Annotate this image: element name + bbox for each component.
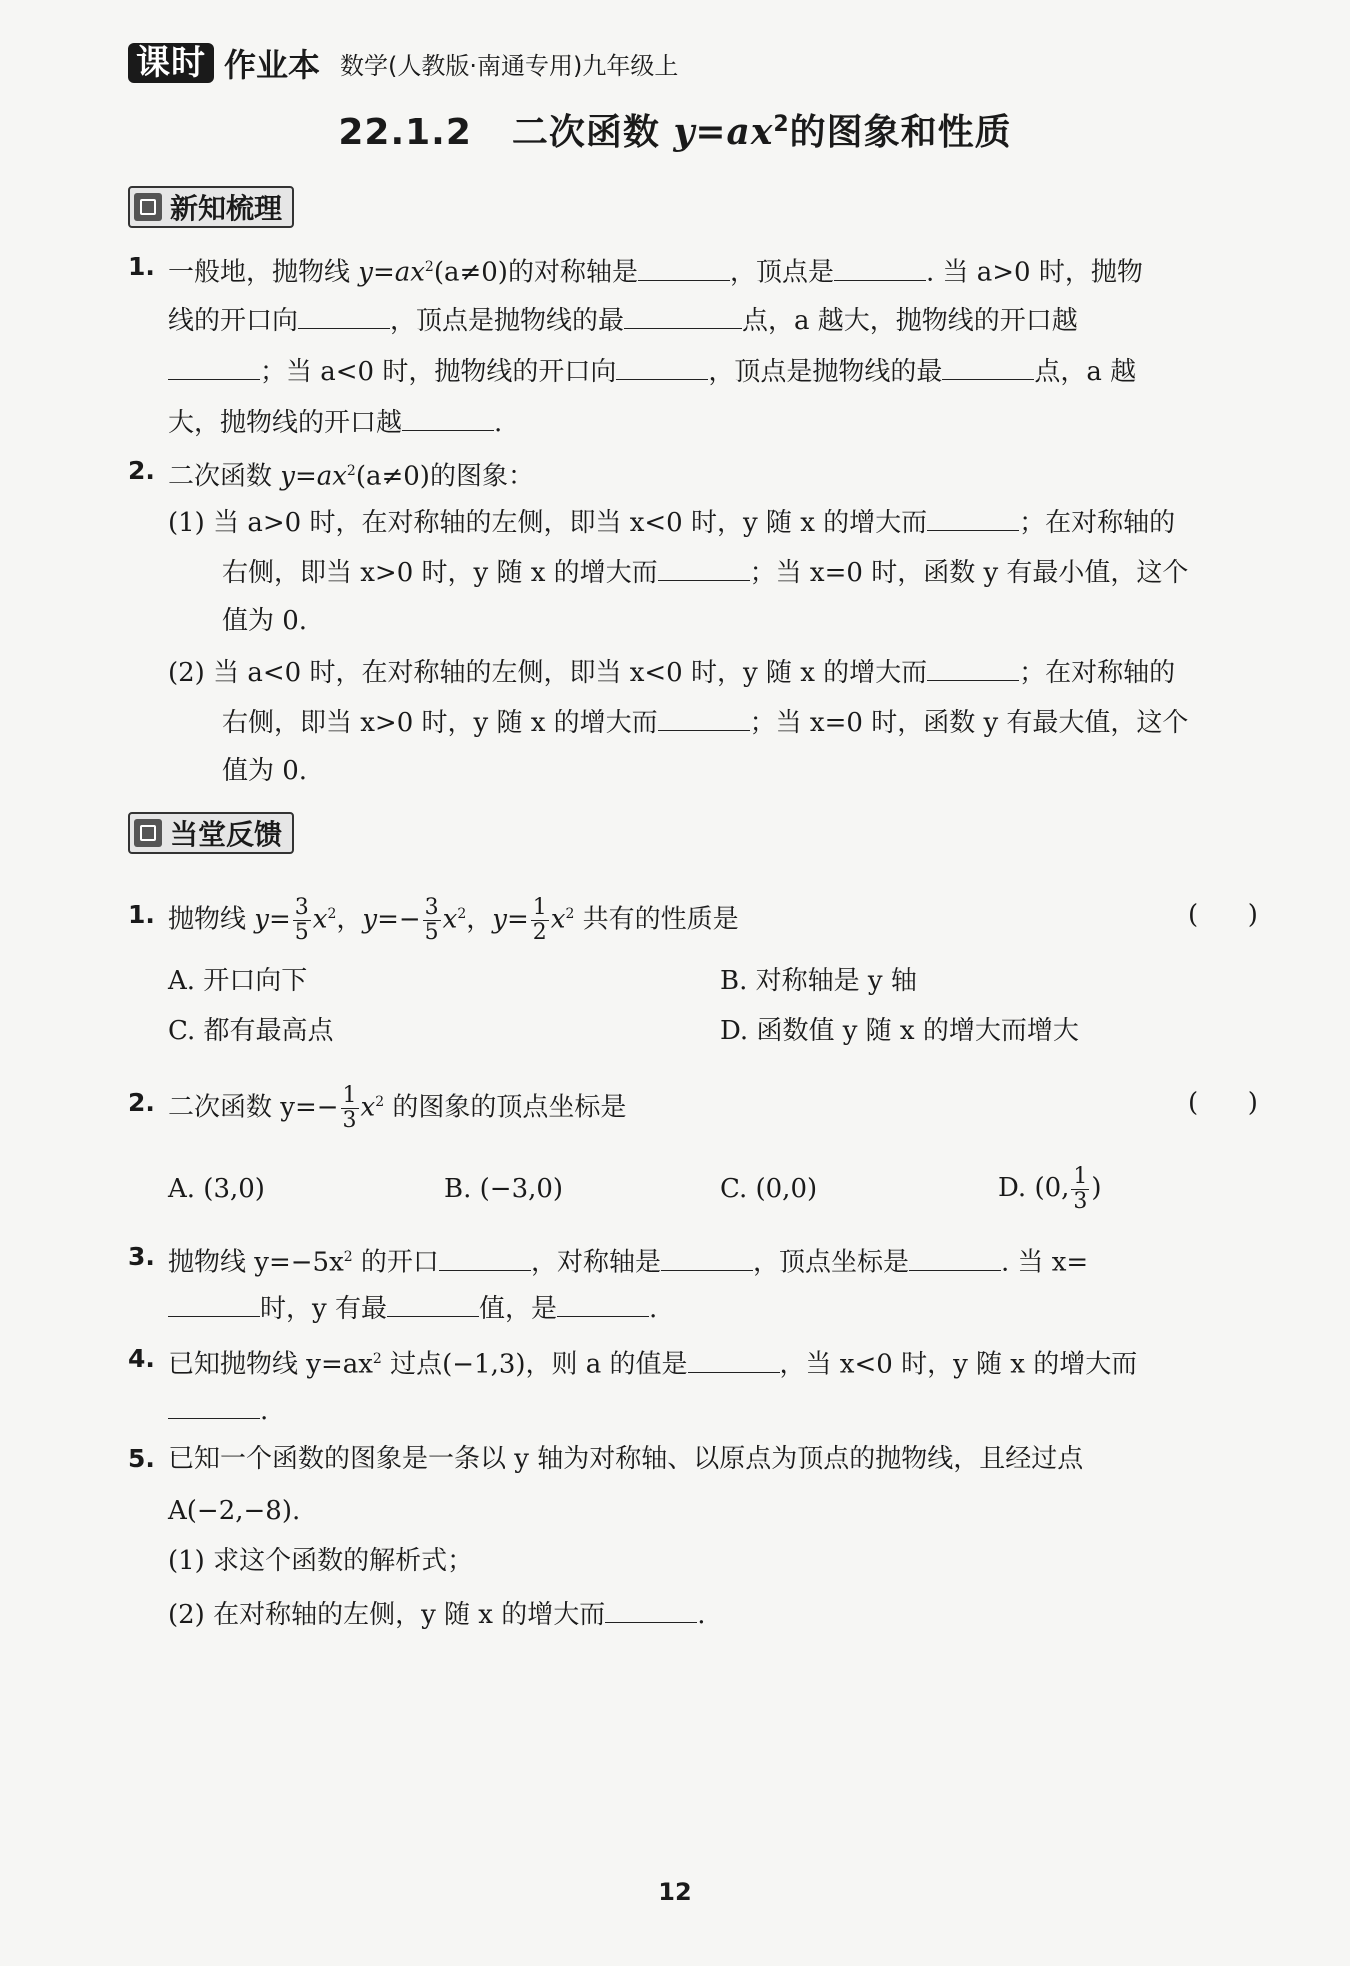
s1-q2-p2-line2 (222, 704, 1188, 740)
answer-blank[interactable] (658, 704, 750, 731)
answer-blank[interactable] (834, 254, 926, 281)
title-formula: y=ax (673, 111, 774, 153)
title-text: 二次函数 (511, 112, 660, 153)
fraction: $\frac{3}{5}$ (424, 895, 439, 946)
book-header (128, 40, 678, 86)
answer-blank[interactable] (402, 404, 494, 431)
answer-blank[interactable] (661, 1244, 753, 1271)
text: . 当 x= (1000, 1247, 1089, 1278)
answer-bracket[interactable]: ( ) (1188, 900, 1258, 930)
s1-q1-line3 (168, 353, 1136, 389)
option-c[interactable]: C. (0,0) (720, 1174, 818, 1204)
s1-q1-line2 (168, 302, 1078, 338)
text: 已知抛物线 y=ax (168, 1349, 373, 1380)
question-number: 5. (128, 1444, 155, 1473)
text: 抛物线 y=−5x (168, 1247, 344, 1278)
option-d[interactable] (998, 1156, 1102, 1220)
title-tail: 的图象和性质 (789, 112, 1012, 153)
s2-q1-stem: 抛物线 y= $\frac{3}{5}$ $x^2$，y=− $\frac{3}{5}$ $x^2$，y= $\frac{1}{2}$ $x^2$ 共有的性质是 (168, 895, 739, 946)
text: ，对称轴是 (530, 1247, 661, 1278)
answer-blank[interactable] (616, 353, 708, 380)
text: . (648, 1294, 658, 1324)
answer-blank[interactable] (942, 353, 1034, 380)
answer-blank[interactable] (605, 1596, 697, 1623)
fraction: $\frac{1}{2}$ (532, 895, 547, 946)
formula: y=ax (358, 257, 425, 288)
book-subtitle: 数学(人教版·南通专用)九年级上 (340, 51, 679, 80)
text: 共有的性质是 (582, 904, 739, 935)
s2-q4-line2 (168, 1392, 268, 1428)
formula: y=ax (280, 461, 347, 492)
s2-q5-line2: A(−2,−8). (168, 1496, 301, 1526)
answer-blank[interactable] (387, 1290, 479, 1317)
text: (a≠0)的图象： (355, 461, 534, 492)
text: ；当 x=0 时，函数 y 有最小值，这个 (749, 558, 1189, 588)
s1-q2-p2-line1 (168, 654, 1175, 690)
fraction: $\frac{1}{3}$ (1073, 1163, 1088, 1214)
text: ；在对称轴的 (1019, 658, 1176, 688)
text: D. (0, (998, 1173, 1070, 1203)
text: ，当 x<0 时，y 随 x 的增大而 (779, 1349, 1138, 1380)
option-a[interactable]: A. (3,0) (168, 1174, 265, 1204)
text: 右侧，即当 x>0 时，y 随 x 的增大而 (222, 558, 658, 588)
section-header-class-feedback (128, 812, 294, 854)
s2-q5-part1: (1) 求这个函数的解析式； (168, 1546, 474, 1576)
question-number: 3. (128, 1242, 155, 1271)
s2-q3-line1: 抛物线 $y=-5x^2$ 的开口 ，对称轴是 ，顶点坐标是 . 当 x= (168, 1240, 1088, 1280)
section-header-new-knowledge (128, 186, 294, 228)
answer-blank[interactable] (624, 302, 742, 329)
fraction: $\frac{3}{5}$ (294, 895, 309, 946)
text: 右侧，即当 x>0 时，y 随 x 的增大而 (222, 708, 658, 738)
text: 线的开口向 (168, 306, 299, 336)
option-a[interactable]: A. 开口向下 (168, 966, 308, 996)
text: 二次函数 (168, 461, 281, 492)
text: . 当 a>0 时，抛物 (925, 257, 1143, 288)
s1-q1-line4 (168, 404, 502, 440)
text: . (494, 408, 503, 438)
book-icon (134, 193, 162, 221)
answer-blank[interactable] (557, 1290, 649, 1317)
text: 的图象的顶点坐标是 (392, 1092, 627, 1123)
answer-blank[interactable] (439, 1244, 531, 1271)
text: . (260, 1396, 269, 1426)
answer-blank[interactable] (298, 302, 390, 329)
s2-q4-line1: 已知抛物线 $y=ax^2$ 过点(−1,3)，则 a 的值是 ，当 x<0 时，y 随 x 的增大而 (168, 1342, 1137, 1382)
text: 二次函数 y=− (168, 1092, 339, 1123)
answer-blank[interactable] (168, 1392, 260, 1419)
text: ；当 x=0 时，函数 y 有最大值，这个 (749, 708, 1189, 738)
question-number: 2. (128, 1088, 155, 1117)
text: 值，是 (478, 1294, 557, 1324)
s2-q3-line2 (168, 1290, 657, 1326)
answer-blank[interactable] (168, 353, 260, 380)
s2-q2-stem: 二次函数 y=− $\frac{1}{3}$ $x^2$ 的图象的顶点坐标是 (168, 1083, 627, 1134)
text: 的开口 (360, 1247, 439, 1278)
text: ，顶点是 (729, 257, 834, 288)
answer-blank[interactable] (638, 254, 730, 281)
brand-name: 作业本 (224, 46, 321, 84)
text: 一般地，抛物线 (168, 257, 359, 288)
answer-blank[interactable] (688, 1346, 780, 1373)
text: (2) 在对称轴的左侧，y 随 x 的增大而 (168, 1600, 606, 1630)
answer-blank[interactable] (909, 1244, 1001, 1271)
s1-q1-line1: 一般地，抛物线 $y=ax^2(a\ne 0)$的对称轴是 ，顶点是 . 当 a>0 时，抛物 (168, 250, 1143, 290)
answer-blank[interactable] (927, 504, 1019, 531)
s2-q5-line1: 已知一个函数的图象是一条以 y 轴为对称轴、以原点为顶点的抛物线，且经过点 (168, 1444, 1084, 1474)
text: 抛物线 (168, 904, 255, 935)
text: (a≠0)的对称轴是 (433, 257, 638, 288)
text: 点，a 越 (1034, 357, 1137, 387)
text: ) (1091, 1173, 1102, 1203)
section-label: 当堂反馈 (170, 818, 283, 851)
answer-bracket[interactable]: ( ) (1188, 1088, 1258, 1118)
answer-blank[interactable] (927, 654, 1019, 681)
text: ，顶点是抛物线的最 (708, 357, 943, 387)
text: . (697, 1600, 706, 1630)
s1-q2-p1-line3: 值为 0. (222, 606, 308, 636)
answer-blank[interactable] (658, 554, 750, 581)
s1-q2-intro: 二次函数 $y=ax^2(a\ne 0)$的图象： (168, 461, 534, 492)
pencil-icon (134, 819, 162, 847)
text: ；在对称轴的 (1019, 508, 1176, 538)
question-number: 2. (128, 456, 155, 485)
s1-q2-p1-line2 (222, 554, 1188, 590)
brand-logo: 课时 (128, 43, 214, 83)
s1-q2-p2-line3: 值为 0. (222, 756, 308, 786)
fraction: $\frac{1}{3}$ (342, 1083, 357, 1134)
text: ，顶点是抛物线的最 (390, 306, 625, 336)
s1-q2-p1-line1 (168, 504, 1175, 540)
question-number: 1. (128, 900, 155, 929)
option-b[interactable]: B. 对称轴是 y 轴 (720, 966, 917, 996)
section-number: 22.1.2 (338, 112, 472, 153)
page-number: 12 (658, 1878, 692, 1906)
s2-q5-part2 (168, 1596, 706, 1632)
text: 点，a 越大，抛物线的开口越 (742, 306, 1078, 336)
title-exponent: 2 (773, 112, 790, 137)
question-number: 1. (128, 252, 155, 281)
section-label: 新知梳理 (170, 192, 283, 225)
text: 过点(−1,3)，则 a 的值是 (390, 1349, 688, 1380)
text: 时，y 有最 (260, 1294, 387, 1324)
text: 大，抛物线的开口越 (168, 408, 403, 438)
text: ，顶点坐标是 (752, 1247, 909, 1278)
page-title (0, 104, 1350, 155)
text: (1) 当 a>0 时，在对称轴的左侧，即当 x<0 时，y 随 x 的增大而 (168, 508, 928, 538)
text: ；当 a<0 时，抛物线的开口向 (260, 357, 617, 387)
option-b[interactable]: B. (−3,0) (444, 1174, 564, 1204)
answer-blank[interactable] (168, 1290, 260, 1317)
option-d[interactable]: D. 函数值 y 随 x 的增大而增大 (720, 1016, 1079, 1046)
text: (2) 当 a<0 时，在对称轴的左侧，即当 x<0 时，y 随 x 的增大而 (168, 658, 928, 688)
option-c[interactable]: C. 都有最高点 (168, 1016, 334, 1046)
question-number: 4. (128, 1344, 155, 1373)
